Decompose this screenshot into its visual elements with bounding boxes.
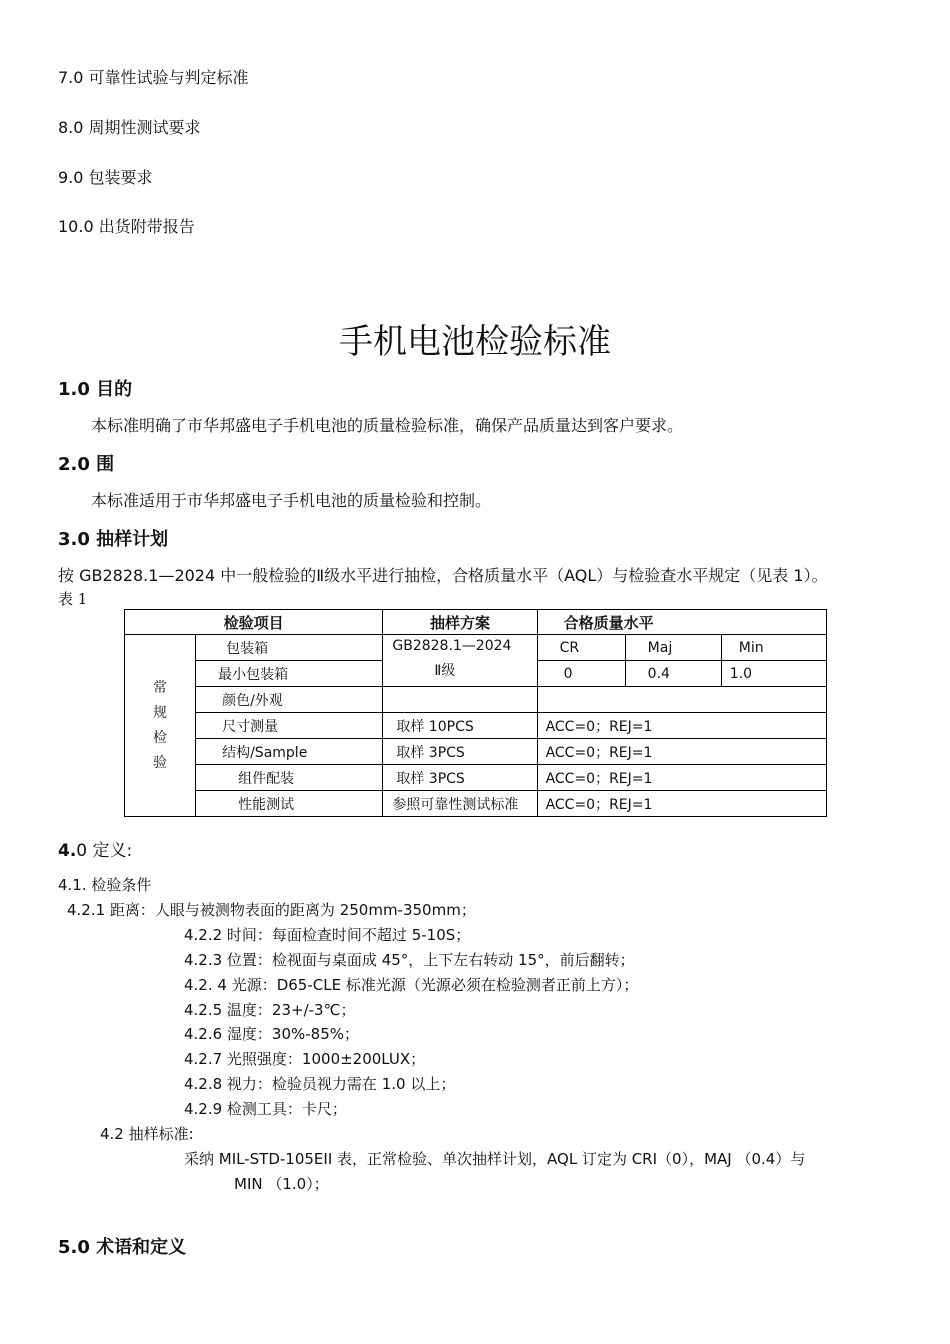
table-row	[125, 739, 827, 765]
toc-item-10: 10.0 出货附带报告	[58, 217, 195, 236]
section-1-text: 本标准明确了市华邦盛电子手机电池的质量检验标准，确保产品质量达到客户要求。	[91, 416, 684, 435]
table-caption: 表 1	[58, 590, 88, 608]
item-cell: 最小包装箱	[196, 661, 383, 687]
document-title: 手机电池检验标准	[339, 322, 611, 362]
condition-item: 4.2.1 距离：人眼与被测物表面的距离为 250mm-350mm；	[67, 901, 476, 919]
sampling-text-line-1: 采纳 MIL-STD-105EII 表，正常检验、单次抽样计划，AQL 订定为 CRI（0），MAJ （0.4）与	[184, 1150, 806, 1168]
section-1-heading: 1.0 目的	[58, 379, 133, 400]
section-4-heading-rest: 0 定义:	[76, 841, 133, 861]
aql-head-cr: CR	[537, 635, 625, 661]
table-row	[125, 791, 827, 817]
section-3-text: 按 GB2828.1—2024 中一般检验的Ⅱ级水平进行抽检，合格质量水平（AQL）与检验查水平规定（见表 1）。	[58, 566, 828, 585]
plan-cell: 参照可靠性测试标准	[383, 791, 537, 817]
condition-item: 4.2. 4 光源：D65-CLE 标准光源（光源必须在检验测者正前上方）；	[184, 976, 639, 994]
acc-cell: ACC=0；REJ=1	[537, 791, 826, 817]
table-row	[125, 687, 827, 713]
condition-item: 4.2.2 时间：每面检查时间不超过 5-10S；	[184, 926, 471, 944]
group-label-char: 常	[153, 679, 168, 696]
toc-item-8: 8.0 周期性测试要求	[58, 118, 201, 137]
group-label-char: 验	[153, 754, 168, 771]
table-header-row	[125, 610, 827, 635]
section-4-heading-num: 4.	[58, 841, 77, 861]
section-4-heading	[58, 836, 132, 861]
item-cell: 组件配装	[196, 765, 383, 791]
item-cell: 尺寸测量	[196, 713, 383, 739]
condition-item: 4.2.5 温度：23+/-3℃；	[184, 1001, 356, 1019]
section-2-heading: 2.0 围	[58, 454, 115, 475]
aql-head-min: Min	[721, 635, 826, 661]
condition-item: 4.2.7 光照强度：1000±200LUX；	[184, 1050, 426, 1068]
table-row	[125, 713, 827, 739]
condition-item: 4.2.3 位置：检视面与桌面成 45°，上下左右转动 15°，前后翻转；	[184, 951, 635, 969]
item-cell: 颜色/外观	[196, 687, 383, 713]
condition-item: 4.2.6 湿度：30%-85%；	[184, 1025, 360, 1043]
group-label-char: 规	[153, 704, 168, 721]
plan-cell: 取样 10PCS	[383, 713, 537, 739]
aql-empty-cell	[537, 687, 826, 713]
item-cell: 包装箱	[196, 635, 383, 661]
plan-main: GB2828.1—2024	[392, 638, 512, 654]
acc-cell: ACC=0；REJ=1	[537, 739, 826, 765]
item-cell: 结构/Sample	[196, 739, 383, 765]
header-item: 检验项目	[125, 610, 383, 635]
table-row	[125, 765, 827, 791]
toc-item-7: 7.0 可靠性试验与判定标准	[58, 68, 249, 87]
plan-empty-cell	[383, 687, 537, 713]
toc-item-9: 9.0 包装要求	[58, 168, 153, 187]
condition-item: 4.2.9 检测工具：卡尺；	[184, 1100, 347, 1118]
inspection-table	[124, 609, 827, 817]
sampling-text-line-2: MIN （1.0）；	[234, 1175, 329, 1193]
aql-val-cr: 0	[537, 661, 625, 687]
aql-val-maj: 0.4	[625, 661, 721, 687]
plan-cell: 取样 3PCS	[383, 739, 537, 765]
acc-cell: ACC=0；REJ=1	[537, 765, 826, 791]
header-plan: 抽样方案	[383, 610, 537, 635]
group-label-char: 检	[153, 729, 168, 746]
item-cell: 性能测试	[196, 791, 383, 817]
table-row	[125, 635, 827, 661]
section-4-1-label: 4.1. 检验条件	[58, 876, 152, 894]
section-2-text: 本标准适用于市华邦盛电子手机电池的质量检验和控制。	[91, 491, 492, 510]
acc-cell: ACC=0；REJ=1	[537, 713, 826, 739]
section-5-heading: 5.0 术语和定义	[58, 1237, 187, 1258]
plan-gb-cell	[383, 635, 537, 687]
aql-val-min: 1.0	[721, 661, 826, 687]
condition-item: 4.2.8 视力：检验员视力需在 1.0 以上；	[184, 1075, 456, 1093]
section-3-heading: 3.0 抽样计划	[58, 529, 169, 550]
group-label	[125, 635, 196, 817]
aql-head-maj: Maj	[625, 635, 721, 661]
section-4-2-label: 4.2 抽样标准:	[100, 1125, 194, 1143]
plan-cell: 取样 3PCS	[383, 765, 537, 791]
plan-level: Ⅱ级	[434, 663, 456, 679]
header-aql: 合格质量水平	[537, 610, 826, 635]
